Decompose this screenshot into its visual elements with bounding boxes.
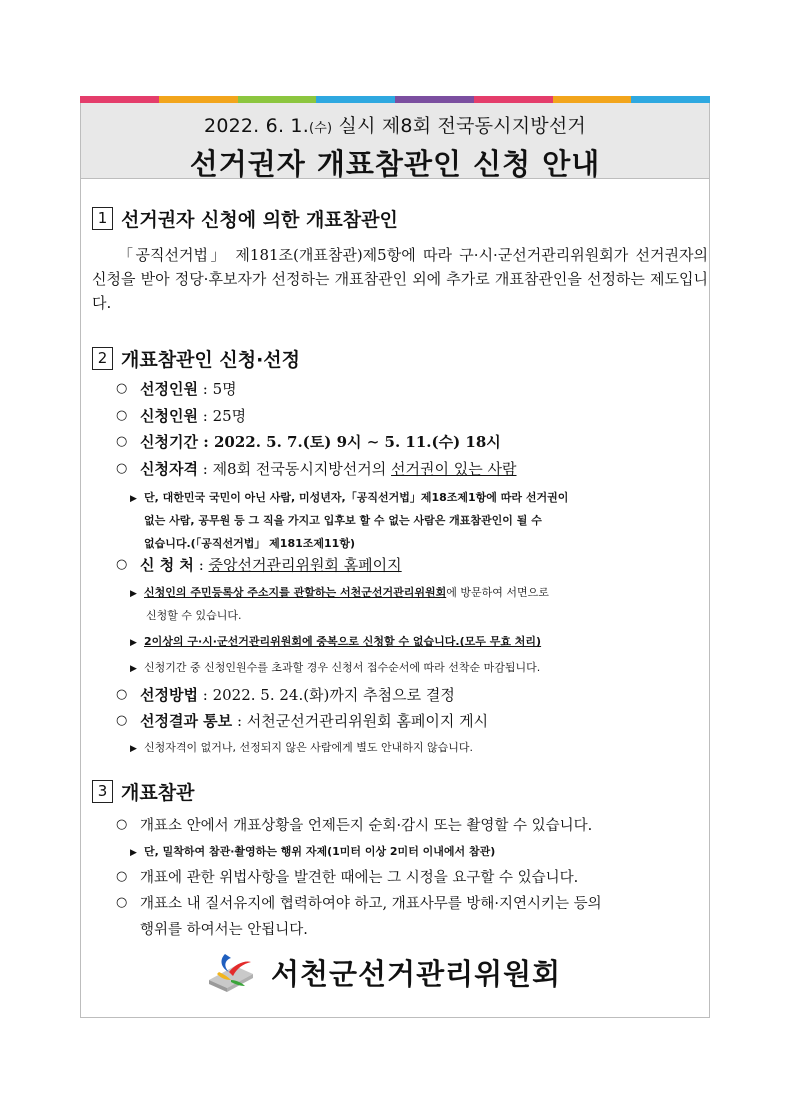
arrow-icon: ▶ [130, 494, 137, 504]
page-title: 선거권자 개표참관인 신청 안내 [189, 147, 601, 181]
note-line: 없는 사람, 공무원 등 그 직을 가지고 입후보 할 수 없는 사람은 개표참관인이 될 수 [144, 514, 542, 527]
list-item: 신 청 처 : 중앙선거관리위원회 홈페이지 [140, 556, 402, 574]
bullet-icon: ○ [116, 434, 128, 449]
bullet-icon: ○ [116, 713, 128, 728]
item-label: 선정방법 [140, 686, 198, 704]
item-label: 신청자격 [140, 460, 198, 478]
list-item: 선정인원 : 5명 [140, 380, 237, 398]
item-value: 서천군선거관리위원회 홈페이지 게시 [246, 712, 489, 730]
item-value: 2022. 5. 24.(화)까지 추첨으로 결정 [212, 686, 455, 704]
list-item: 신청기간 : 2022. 5. 7.(토) 9시 ∼ 5. 11.(수) 18시 [140, 433, 501, 451]
stripe-segment [474, 96, 553, 103]
section2-heading [92, 345, 300, 372]
stripe-segment [631, 96, 710, 103]
list-item-continued: 행위를 하여서는 안됩니다. [140, 922, 308, 938]
list-item: 개표소 안에서 개표상황을 언제든지 순회·감시 또는 촬영할 수 있습니다. [140, 818, 593, 834]
note-line [130, 843, 495, 859]
arrow-icon: ▶ [130, 848, 137, 858]
bullet-icon: ○ [116, 461, 128, 476]
section-number: 1 [92, 207, 113, 230]
note-line [130, 659, 540, 675]
bullet-icon: ○ [116, 817, 128, 832]
list-item: 신청자격 : 제8회 전국동시지방선거의 선거권이 있는 사람 [140, 460, 517, 478]
bullet-icon: ○ [116, 895, 128, 910]
header-banner [81, 103, 709, 179]
note-line: 없습니다.(「공직선거법」 제181조제11항) [144, 537, 355, 550]
section3-title: 개표참관 [121, 782, 195, 804]
organization-name: 서천군선거관리위원회 [271, 956, 562, 991]
note-text: 단, 밀착하여 참관·촬영하는 행위 자제(1미터 이상 2미터 이내에서 참관) [144, 845, 496, 858]
note-text-underlined: 2이상의 구·시·군선거관리위원회에 중복으로 신청할 수 없습니다.(모두 무효 처리) [144, 635, 542, 648]
section3-heading [92, 778, 194, 805]
arrow-icon: ▶ [130, 744, 137, 754]
stripe-segment [80, 96, 159, 103]
footer [205, 950, 561, 994]
section-number: 3 [92, 780, 113, 803]
item-label: 선정인원 [140, 380, 198, 398]
item-value: 중앙선거관리위원회 홈페이지 [208, 556, 402, 574]
list-item: 개표소 내 질서유지에 협력하여야 하고, 개표사무를 방해·지연시키는 등의 [140, 896, 602, 912]
section-number: 2 [92, 347, 113, 370]
list-item: 개표에 관한 위법사항을 발견한 때에는 그 시정을 요구할 수 있습니다. [140, 870, 579, 886]
commission-logo-icon [205, 950, 257, 994]
note-line [130, 489, 568, 505]
note-line [130, 633, 541, 649]
note-text-underlined: 신청인의 주민등록상 주소지를 관할하는 서천군선거관리위원회 [144, 586, 447, 599]
item-value: 2022. 5. 7.(토) 9시 ∼ 5. 11.(수) 18시 [213, 433, 501, 451]
arrow-icon: ▶ [130, 638, 137, 648]
arrow-icon: ▶ [130, 664, 137, 674]
bullet-icon: ○ [116, 557, 128, 572]
item-label: 신 청 처 [140, 556, 194, 574]
note-line [130, 584, 549, 600]
item-label: 신청인원 [140, 407, 198, 425]
list-item: 신청인원 : 25명 [140, 407, 247, 425]
election-date: 2022. 6. 1. [204, 115, 309, 137]
section1-body: 「공직선거법」 제181조(개표참관)제5항에 따라 구·시·군선거관리위원회가 선거권자의 신청을 받아 정당·후보자가 선정하는 개표참관인 외에 추가로 개표참관인을 선정하는 제도입니다. [92, 246, 708, 312]
bullet-icon: ○ [116, 381, 128, 396]
item-value-underlined: 선거권이 있는 사람 [391, 460, 517, 478]
note-text: 신청기간 중 신청인원수를 초과할 경우 신청서 접수순서에 따라 선착순 마감됩니다. [144, 661, 541, 674]
list-item: 선정결과 통보 : 서천군선거관리위원회 홈페이지 게시 [140, 712, 489, 730]
note-text: 신청자격이 없거나, 선정되지 않은 사람에게 별도 안내하지 않습니다. [144, 741, 473, 754]
list-item: 선정방법 : 2022. 5. 24.(화)까지 추첨으로 결정 [140, 686, 455, 704]
arrow-icon: ▶ [130, 589, 137, 599]
stripe-segment [316, 96, 395, 103]
stripe-segment [553, 96, 632, 103]
election-day: (수) [308, 121, 333, 136]
item-label: 신청기간 [140, 433, 198, 451]
section2-title: 개표참관인 신청·선정 [121, 349, 301, 371]
item-value: 25명 [212, 407, 247, 425]
color-stripe [80, 96, 710, 103]
note-line: 신청할 수 있습니다. [146, 609, 242, 622]
bullet-icon: ○ [116, 869, 128, 884]
bullet-icon: ○ [116, 408, 128, 423]
section1-title: 선거권자 신청에 의한 개표참관인 [121, 209, 398, 231]
election-name: 실시 제8회 전국동시지방선거 [338, 115, 586, 137]
stripe-segment [395, 96, 474, 103]
election-subtitle [81, 111, 709, 138]
bullet-icon: ○ [116, 687, 128, 702]
item-value: 5명 [212, 380, 237, 398]
stripe-segment [159, 96, 238, 103]
note-text: 단, 대한민국 국민이 아닌 사람, 미성년자,「공직선거법」제18조제1항에 따라 선거권이 [144, 491, 569, 504]
stripe-segment [238, 96, 317, 103]
note-text: 에 방문하여 서면으로 [446, 586, 549, 599]
section1-heading [92, 205, 398, 232]
item-value: 제8회 전국동시지방선거의 [212, 460, 392, 478]
item-label: 선정결과 통보 [140, 712, 233, 730]
note-line [130, 739, 473, 755]
